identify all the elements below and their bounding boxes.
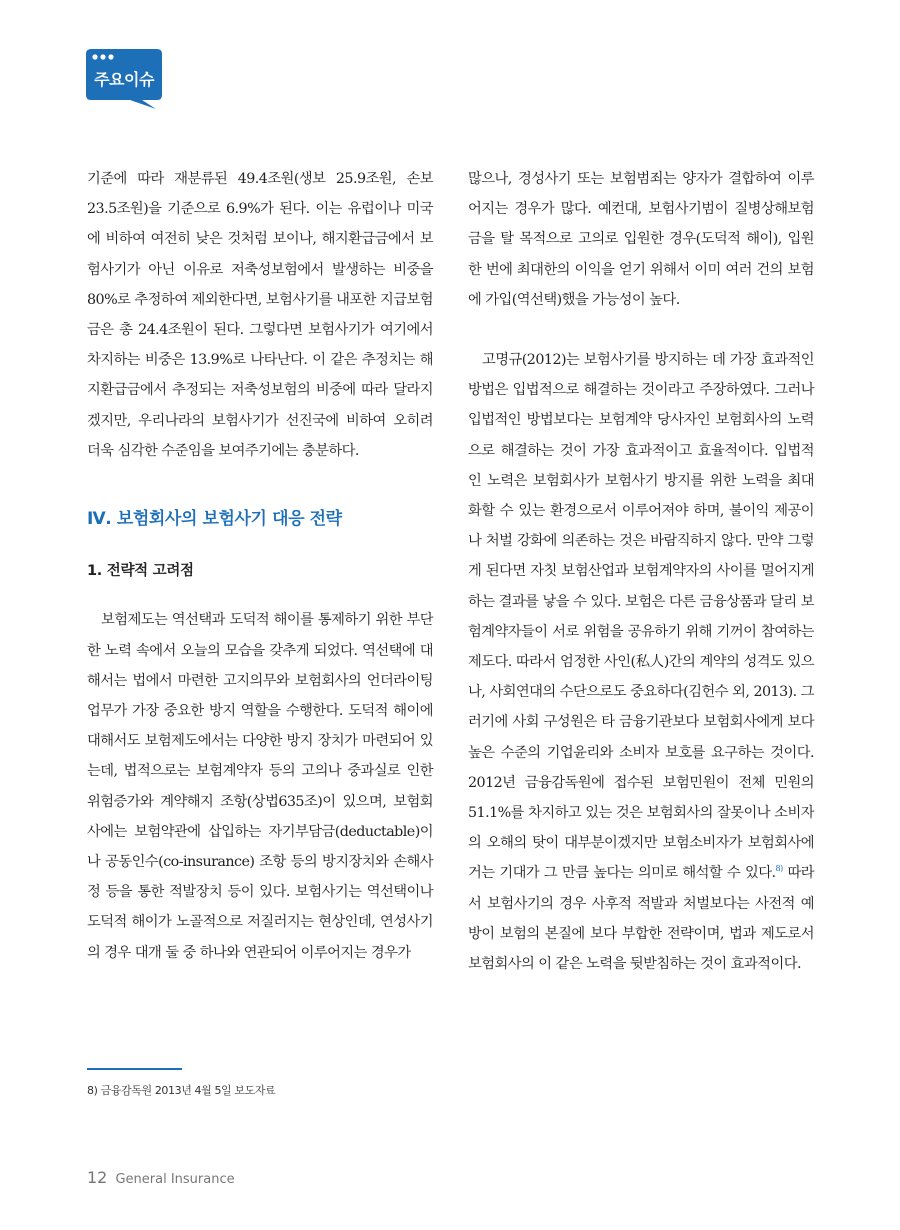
footnote: 8) 금융감독원 2013년 4월 5일 보도자료	[87, 1084, 276, 1097]
section-heading: Ⅳ. 보험회사의 보험사기 대응 전략	[87, 509, 342, 530]
right-column	[468, 164, 814, 979]
badge-label: 주요이슈	[94, 70, 154, 89]
section-badge	[86, 49, 164, 109]
left-paragraph-2: 보험제도는 역선택과 도덕적 해이를 통제하기 위한 부단한 노력 속에서 오늘의 모습을 갖추게 되었다. 역선택에 대해서는 법에서 마련한 고지의무와 보험회사의 언더라이팅 업무가 가장 중요한 방지 역할을 수행한다. 도덕적 해이에 대해서도 보험제도에서는 다양한 방지 장치가 마련되어 있는데, 법적으로는 보험계약자 등의 고의나 중과실로 인한 위험증가와 계약해지 조항(상법635조)이 있으며, 보험회사에는 보험약관에 삽입하는 자기부담금(deductable)이나 공동인수(co-insurance) 조항 등의 방지장치와 손해사정 등을 통한 적발장치 등이 있다. 보험사기는 역선택이나 도덕적 해이가 노골적으로 저질러지는 현상인데, 연성사기의 경우 대개 둘 중 하나와 연관되어 이루어지는 경우가	[87, 612, 433, 961]
right-paragraph-1: 많으나, 경성사기 또는 보험범죄는 양자가 결합하여 이루어지는 경우가 많다. 예컨대, 보험사기범이 질병상해보험금을 탈 목적으로 고의로 입원한 경우(도덕적 해이), 입원 한 번에 최대한의 이익을 얻기 위해서 이미 여러 건의 보험에 가입(역선택)했을 가능성이 높다.	[468, 171, 814, 308]
footnote-marker[interactable]: 8)	[775, 864, 783, 874]
publication-name: General Insurance	[115, 1172, 235, 1187]
right-paragraph-2-text: 고명규(2012)는 보험사기를 방지하는 데 가장 효과적인 방법은 입법적으로 해결하는 것이라고 주장하였다. 그러나 입법적인 방법보다는 보험계약 당사자인 보험회사의 노력으로 해결하는 것이 가장 효과적이고 효율적이다. 입법적인 노력은 보험회사가 보험사기 방지를 위한 노력을 최대화할 수 있는 환경으로서 이루어져야 하며, 불이익 제공이나 처벌 강화에 의존하는 것은 바람직하지 않다. 만약 그렇게 된다면 자칫 보험산업과 보험계약자의 사이를 멀어지게 하는 결과를 낳을 수 있다. 보험은 다른 금융상품과 달리 보험계약자들이 서로 위험을 공유하기 위해 기꺼이 참여하는 제도다. 따라서 엄정한 사인(私人)간의 계약의 성격도 있으나, 사회연대의 수단으로도 중요하다(김헌수 외, 2013). 그러기에 사회 구성원은 타 금융기관보다 보험회사에게 보다 높은 수준의 기업윤리와 소비자 보호를 요구하는 것이다. 2012년 금융감독원에 접수된 보험민원이 전체 민원의 51.1%를 차지하고 있는 것은 보험회사의 잘못이나 소비자의 오해의 탓이 대부분이겠지만 보험소비자가 보험회사에 거는 기대가 그 만큼 높다는 의미로 해석할 수 있다.	[468, 352, 814, 882]
paragraph-gap	[468, 315, 814, 345]
page-footer	[87, 1168, 235, 1187]
left-paragraph-1: 기준에 따라 재분류된 49.4조원(생보 25.9조원, 손보 23.5조원)을 기준으로 6.9%가 된다. 이는 유럽이나 미국에 비하여 여전히 낮은 것처럼 보이나, 해지환급금에서 보험사기가 아닌 이유로 저축성보험에서 발생하는 비중을 80%로 추정하여 제외한다면, 보험사기를 내포한 지급보험금은 총 24.4조원이 된다. 그렇다면 보험사기가 여기에서 차지하는 비중은 13.9%로 나타난다. 이 같은 추정치는 해지환급금에서 추정되는 저축성보험의 비중에 따라 달라지겠지만, 우리나라의 보험사기가 선진국에 비하여 오히려 더욱 심각한 수준임을 보여주기에는 충분하다.	[87, 171, 433, 459]
sub-heading: 1. 전략적 고려점	[87, 563, 194, 580]
right-paragraph-2	[468, 345, 814, 979]
right-paragraph-2-tail: 따라서 보험사기의 경우 사후적 적발과 처벌보다는 사전적 예방이 보험의 본질에 보다 부합한 전략이며, 법과 제도로서 보험회사의 이 같은 노력을 뒷받침하는 것이 효과적이다.	[468, 865, 814, 973]
page-number: 12	[87, 1168, 108, 1187]
footnote-divider	[87, 1068, 182, 1070]
left-column	[87, 164, 433, 968]
